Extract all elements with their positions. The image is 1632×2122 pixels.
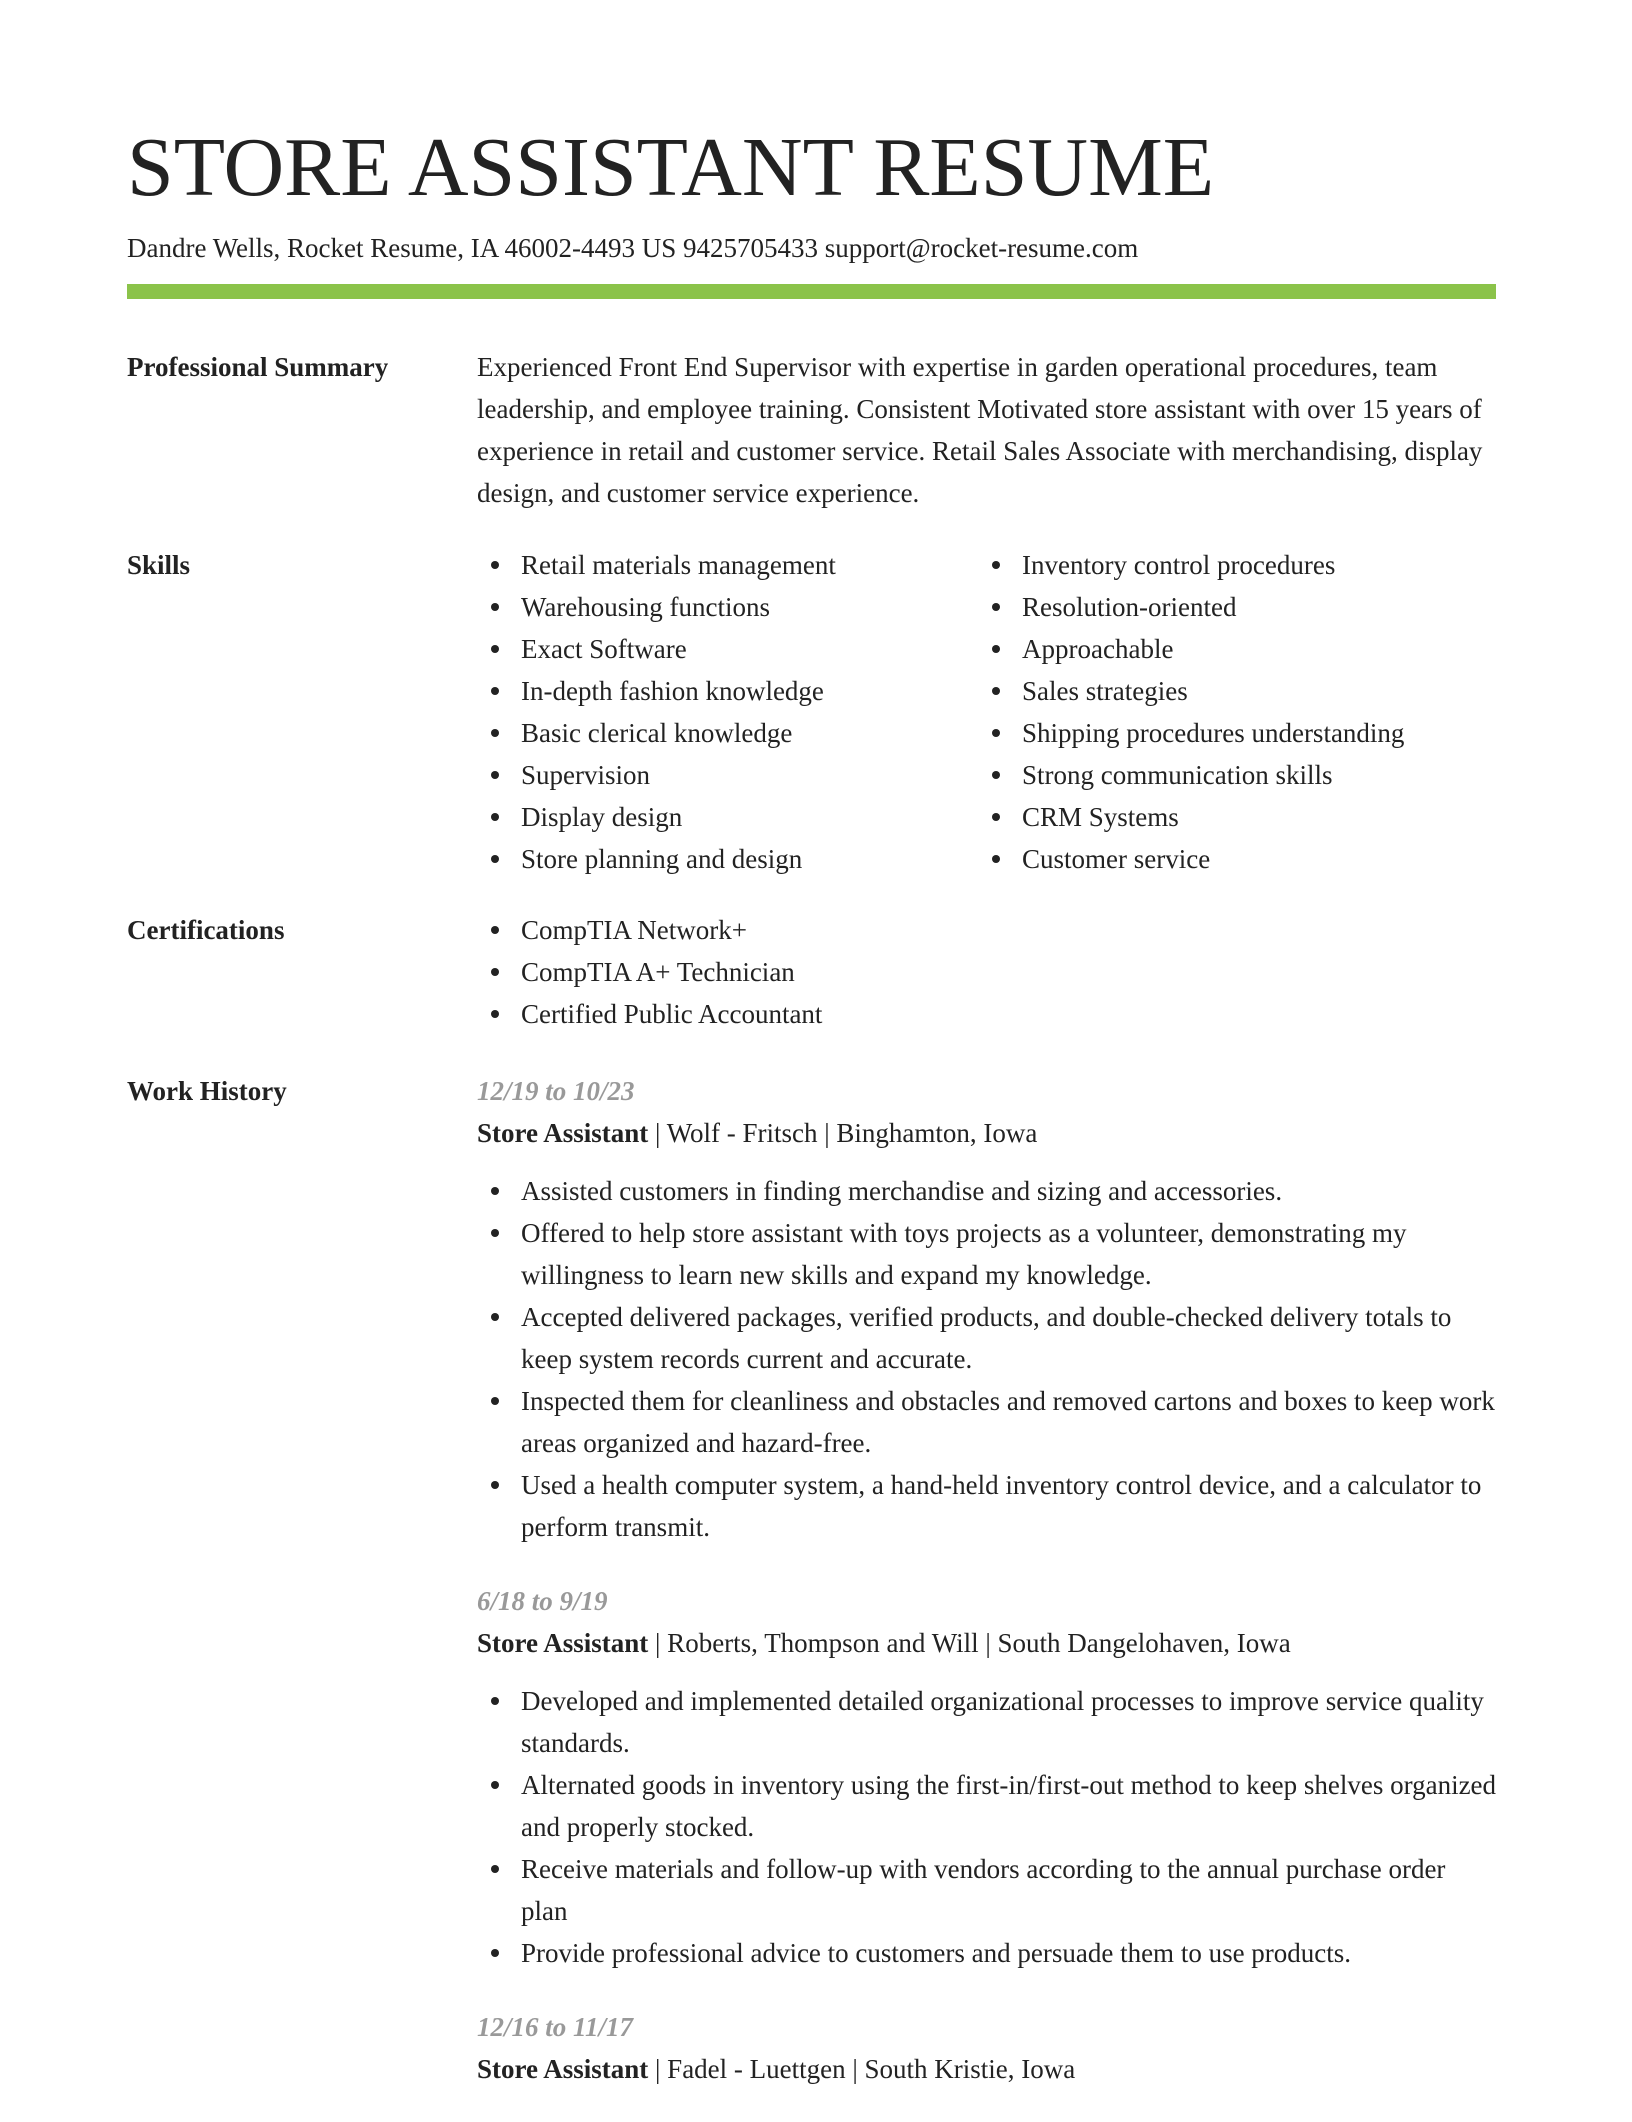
job-employer-location: | Wolf - Fritsch | Binghamton, Iowa (648, 1118, 1038, 1148)
skill-item: Sales strategies (978, 670, 1479, 712)
skills-list-left (477, 544, 978, 880)
job-duty: Accepted delivered packages, verified products, and double-checked delivery totals to keep system records current and accurate. (477, 1296, 1497, 1380)
summary-heading: Professional Summary (127, 352, 389, 382)
skill-item: Customer service (978, 838, 1479, 880)
certification-item: CompTIA A+ Technician (477, 951, 1497, 993)
skill-item: Retail materials management (477, 544, 978, 586)
job-dates: 12/16 to 11/17 (477, 2012, 634, 2042)
job-duty: Used a health computer system, a hand-held inventory control device, and a calculator to perform transmit. (477, 1464, 1497, 1548)
certification-item: CompTIA Network+ (477, 909, 1497, 951)
job-heading (477, 2048, 1497, 2090)
job-heading (477, 1112, 1497, 1154)
job-employer-location: | Fadel - Luettgen | South Kristie, Iowa (648, 2054, 1076, 2084)
job-duty: Provide professional advice to customers and persuade them to use products. (477, 1932, 1497, 1974)
job-employer-location: | Roberts, Thompson and Will | South Dangelohaven, Iowa (648, 1628, 1291, 1658)
skills-list-right (978, 544, 1479, 880)
job-duty: Offered to help store assistant with toys projects as a volunteer, demonstrating my willingness to learn new skills and expand my knowledge. (477, 1212, 1497, 1296)
summary-text: Experienced Front End Supervisor with expertise in garden operational procedures, team leadership, and employee training. Consistent Motivated store assistant with over 15 years of experience in retail and customer service. Retail Sales Associate with merchandising, display design, and customer service experience. (477, 352, 1483, 508)
job-title: Store Assistant (477, 1118, 649, 1148)
skill-item: In-depth fashion knowledge (477, 670, 978, 712)
job-title: Store Assistant (477, 1628, 649, 1658)
skill-item: Approachable (978, 628, 1479, 670)
resume-title: STORE ASSISTANT RESUME (127, 121, 1215, 214)
skill-item: Basic clerical knowledge (477, 712, 978, 754)
job-duties (477, 1680, 1497, 1974)
job-entry (477, 2006, 1497, 2090)
job-dates: 12/19 to 10/23 (477, 1076, 635, 1106)
job-duty: Developed and implemented detailed organizational processes to improve service quality standards. (477, 1680, 1497, 1764)
header-divider (127, 284, 1496, 299)
job-entry (477, 1070, 1497, 1548)
contact-line: Dandre Wells, Rocket Resume, IA 46002-4493 US 9425705433 support@rocket-resume.com (127, 233, 1139, 263)
skill-item: Shipping procedures understanding (978, 712, 1479, 754)
certification-item: Certified Public Accountant (477, 993, 1497, 1035)
job-duty: Inspected them for cleanliness and obstacles and removed cartons and boxes to keep work areas organized and hazard-free. (477, 1380, 1497, 1464)
work-history-heading: Work History (127, 1076, 287, 1106)
certifications-heading: Certifications (127, 915, 285, 945)
job-dates: 6/18 to 9/19 (477, 1586, 608, 1616)
skill-item: Strong communication skills (978, 754, 1479, 796)
skill-item: Inventory control procedures (978, 544, 1479, 586)
skills-heading: Skills (127, 550, 191, 580)
job-duty: Assisted customers in finding merchandise and sizing and accessories. (477, 1170, 1497, 1212)
job-duty: Alternated goods in inventory using the first-in/first-out method to keep shelves organized and properly stocked. (477, 1764, 1497, 1848)
job-heading (477, 1622, 1497, 1664)
skill-item: Store planning and design (477, 838, 978, 880)
skill-item: Supervision (477, 754, 978, 796)
job-duty: Receive materials and follow-up with vendors according to the annual purchase order plan (477, 1848, 1497, 1932)
skill-item: Display design (477, 796, 978, 838)
skill-item: Warehousing functions (477, 586, 978, 628)
job-entry (477, 1580, 1497, 1974)
skill-item: Exact Software (477, 628, 978, 670)
skill-item: CRM Systems (978, 796, 1479, 838)
skill-item: Resolution-oriented (978, 586, 1479, 628)
job-duties (477, 1170, 1497, 1548)
job-title: Store Assistant (477, 2054, 649, 2084)
certifications-list (477, 909, 1497, 1035)
